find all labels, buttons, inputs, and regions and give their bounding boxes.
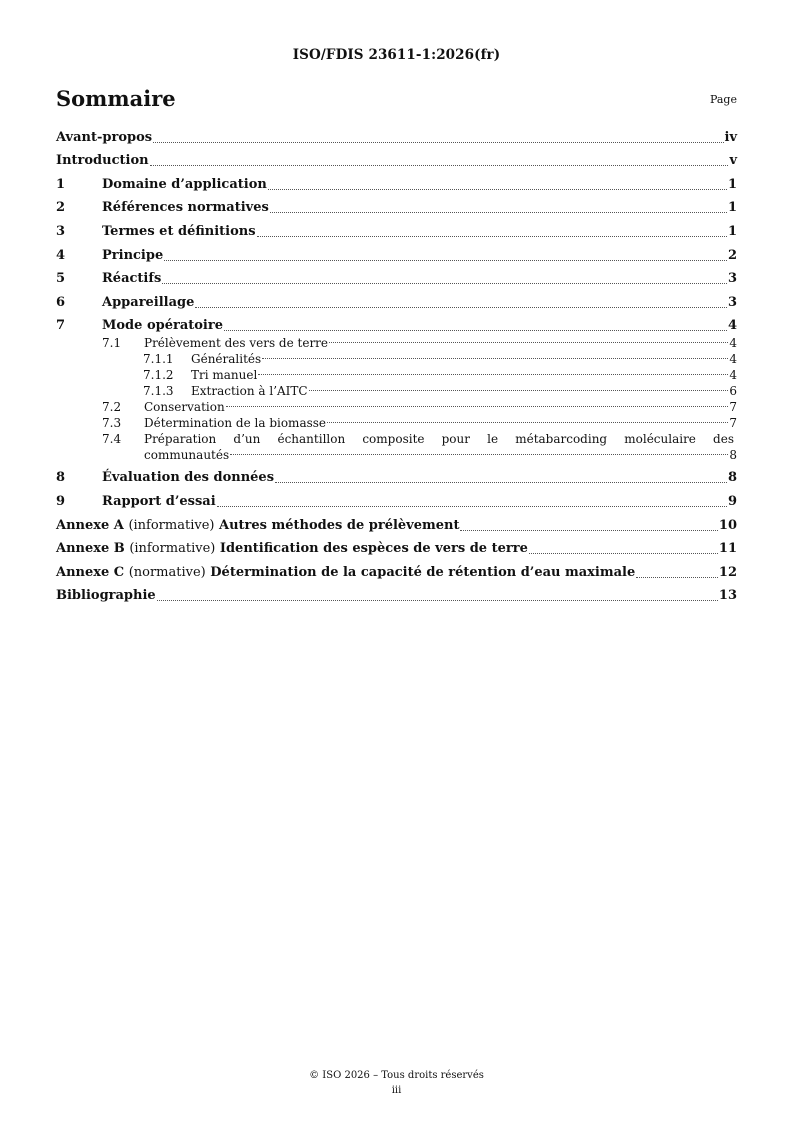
toc-entry-label-continued: communautés (144, 448, 230, 462)
toc-title: Sommaire (56, 86, 176, 111)
toc-entry-section-7-1[interactable] (102, 336, 737, 350)
toc-entry-page: 1 (727, 200, 737, 215)
toc-title-row (56, 86, 737, 114)
toc-entry-annex-b[interactable] (56, 541, 737, 561)
toc-entry-page: v (729, 153, 737, 168)
toc-entry-page: iv (724, 130, 737, 145)
toc-entry-bibliographie[interactable] (56, 588, 737, 608)
leader-dots (636, 577, 718, 578)
annex-title: Détermination de la capacité de rétention d’eau maximale (210, 565, 636, 580)
toc-entry-section-9[interactable] (56, 494, 737, 514)
toc-entry-avant-propos[interactable] (56, 130, 737, 150)
toc-entry-label: Tri manuel (191, 368, 258, 382)
toc-entry-section-2[interactable] (56, 200, 737, 220)
toc-entry-page: 13 (718, 588, 737, 603)
toc-entry-page: 12 (718, 565, 737, 580)
toc-entry-label: Rapport d’essai (102, 494, 216, 509)
toc-entry-page: 4 (729, 368, 737, 382)
toc-entry-section-7-1-2[interactable] (143, 368, 737, 382)
leader-dots (157, 600, 718, 601)
toc-entry-page: 2 (727, 248, 737, 263)
leader-dots (230, 454, 728, 455)
annex-title: Identification des espèces de vers de terre (219, 541, 528, 556)
toc-entry-annex-a[interactable] (56, 518, 737, 538)
toc-entry-number: 7.3 (102, 416, 122, 430)
toc-entry-label: Détermination de la biomasse (144, 416, 327, 430)
leader-dots (268, 189, 727, 190)
toc-entry-label: Généralités (191, 352, 262, 366)
toc-entry-label: Appareillage (102, 295, 195, 310)
leader-dots (327, 422, 728, 423)
toc-entry-section-6[interactable] (56, 295, 737, 315)
toc-entry-label: Domaine d’application (102, 177, 267, 192)
toc-entry-section-1[interactable] (56, 177, 737, 197)
toc-entry-number: 7.1.2 (143, 368, 174, 382)
toc-entry-label: Mode opératoire (102, 318, 223, 333)
toc-entry-number: 3 (56, 224, 66, 239)
toc-entry-page: 3 (727, 271, 737, 286)
toc-entry-section-8[interactable] (56, 470, 737, 490)
annex-kind: (normative) (128, 565, 206, 580)
toc-entry-number: 6 (56, 295, 66, 310)
toc-entry-label: Avant-propos (56, 130, 153, 145)
leader-dots (329, 342, 728, 343)
toc-entry-section-5[interactable] (56, 271, 737, 291)
annex-prefix: Annexe A (56, 518, 124, 533)
leader-dots (258, 374, 728, 375)
annex-kind: (informative) (128, 518, 215, 533)
toc-entry-introduction[interactable] (56, 153, 737, 173)
toc-entry-line-1 (102, 432, 737, 446)
page-footer (0, 1068, 793, 1098)
toc-entry-page: 7 (729, 400, 737, 414)
leader-dots (195, 307, 727, 308)
annex-prefix: Annexe C (56, 565, 125, 580)
toc-entry-number: 7.4 (102, 432, 122, 446)
toc-entry-label (56, 518, 459, 533)
leader-dots (150, 165, 729, 166)
toc-entry-number: 7.1 (102, 336, 122, 350)
toc-entry-number: 7.1.3 (143, 384, 174, 398)
leader-dots (460, 530, 717, 531)
leader-dots (164, 260, 727, 261)
toc-entry-label (56, 565, 635, 580)
toc-entry-label (56, 541, 528, 556)
leader-dots (226, 406, 729, 407)
leader-dots (224, 330, 727, 331)
toc-entry-label: Termes et définitions (102, 224, 256, 239)
page-number: iii (391, 1085, 402, 1096)
annex-prefix: Annexe B (56, 541, 125, 556)
leader-dots (529, 553, 718, 554)
toc-entry-label: Conservation (144, 400, 225, 414)
toc-entry-line-2 (144, 448, 737, 462)
toc-entry-label: Références normatives (102, 200, 269, 215)
toc-entry-page: 11 (718, 541, 737, 556)
toc-entry-label: Bibliographie (56, 588, 156, 603)
toc-entry-number: 2 (56, 200, 66, 215)
toc-entry-number: 8 (56, 470, 66, 485)
toc-entry-page: 1 (727, 224, 737, 239)
toc-entry-number: 1 (56, 177, 66, 192)
toc-entry-page: 4 (729, 336, 737, 350)
leader-dots (162, 283, 727, 284)
toc-entry-page: 1 (727, 177, 737, 192)
toc-entry-number: 5 (56, 271, 66, 286)
toc-entry-page: 8 (729, 448, 737, 462)
toc-entry-label: Principe (102, 248, 164, 263)
toc-entry-page: 4 (727, 318, 737, 333)
toc-entry-label: Prélèvement des vers de terre (144, 336, 329, 350)
leader-dots (153, 142, 723, 143)
toc-entry-number: 7.1.1 (143, 352, 174, 366)
toc-entry-label: Introduction (56, 153, 149, 168)
toc-entry-label: Réactifs (102, 271, 162, 286)
toc-entry-page: 9 (727, 494, 737, 509)
annex-kind: (informative) (129, 541, 216, 556)
toc-entry-page: 4 (729, 352, 737, 366)
toc-entry-number: 9 (56, 494, 66, 509)
toc-entry-section-3[interactable] (56, 224, 737, 244)
toc-entry-number: 7 (56, 318, 66, 333)
toc-entry-section-4[interactable] (56, 248, 737, 268)
toc-entry-page: 6 (729, 384, 737, 398)
page-column-heading: Page (709, 93, 737, 106)
toc-entry-number: 7.2 (102, 400, 122, 414)
toc-entry-label: Évaluation des données (102, 470, 275, 485)
document-id: ISO/FDIS 23611-1:2026(fr) (292, 47, 501, 63)
toc-entry-annex-c[interactable] (56, 565, 737, 585)
annex-title: Autres méthodes de prélèvement (219, 518, 460, 533)
toc-entry-label: Extraction à l’AITC (191, 384, 308, 398)
leader-dots (257, 236, 727, 237)
toc-entry-section-7[interactable] (56, 318, 737, 338)
leader-dots (217, 506, 727, 507)
leader-dots (309, 390, 729, 391)
toc-entry-page: 8 (727, 470, 737, 485)
toc-entry-number: 4 (56, 248, 66, 263)
toc-entry-page: 10 (718, 518, 737, 533)
toc-entry-section-7-3[interactable] (102, 416, 737, 430)
toc-entry-section-7-2[interactable] (102, 400, 737, 414)
toc-entry-page: 7 (729, 416, 737, 430)
toc-entry-label: Préparation d’un échantillon composite pour le métabarcoding moléculaire des (144, 432, 734, 446)
toc-entry-section-7-1-3[interactable] (143, 384, 737, 398)
toc-entry-page: 3 (727, 295, 737, 310)
copyright-notice: © ISO 2026 – Tous droits réservés (309, 1070, 484, 1081)
leader-dots (275, 482, 727, 483)
toc-entry-section-7-1-1[interactable] (143, 352, 737, 366)
leader-dots (270, 212, 727, 213)
leader-dots (262, 358, 728, 359)
